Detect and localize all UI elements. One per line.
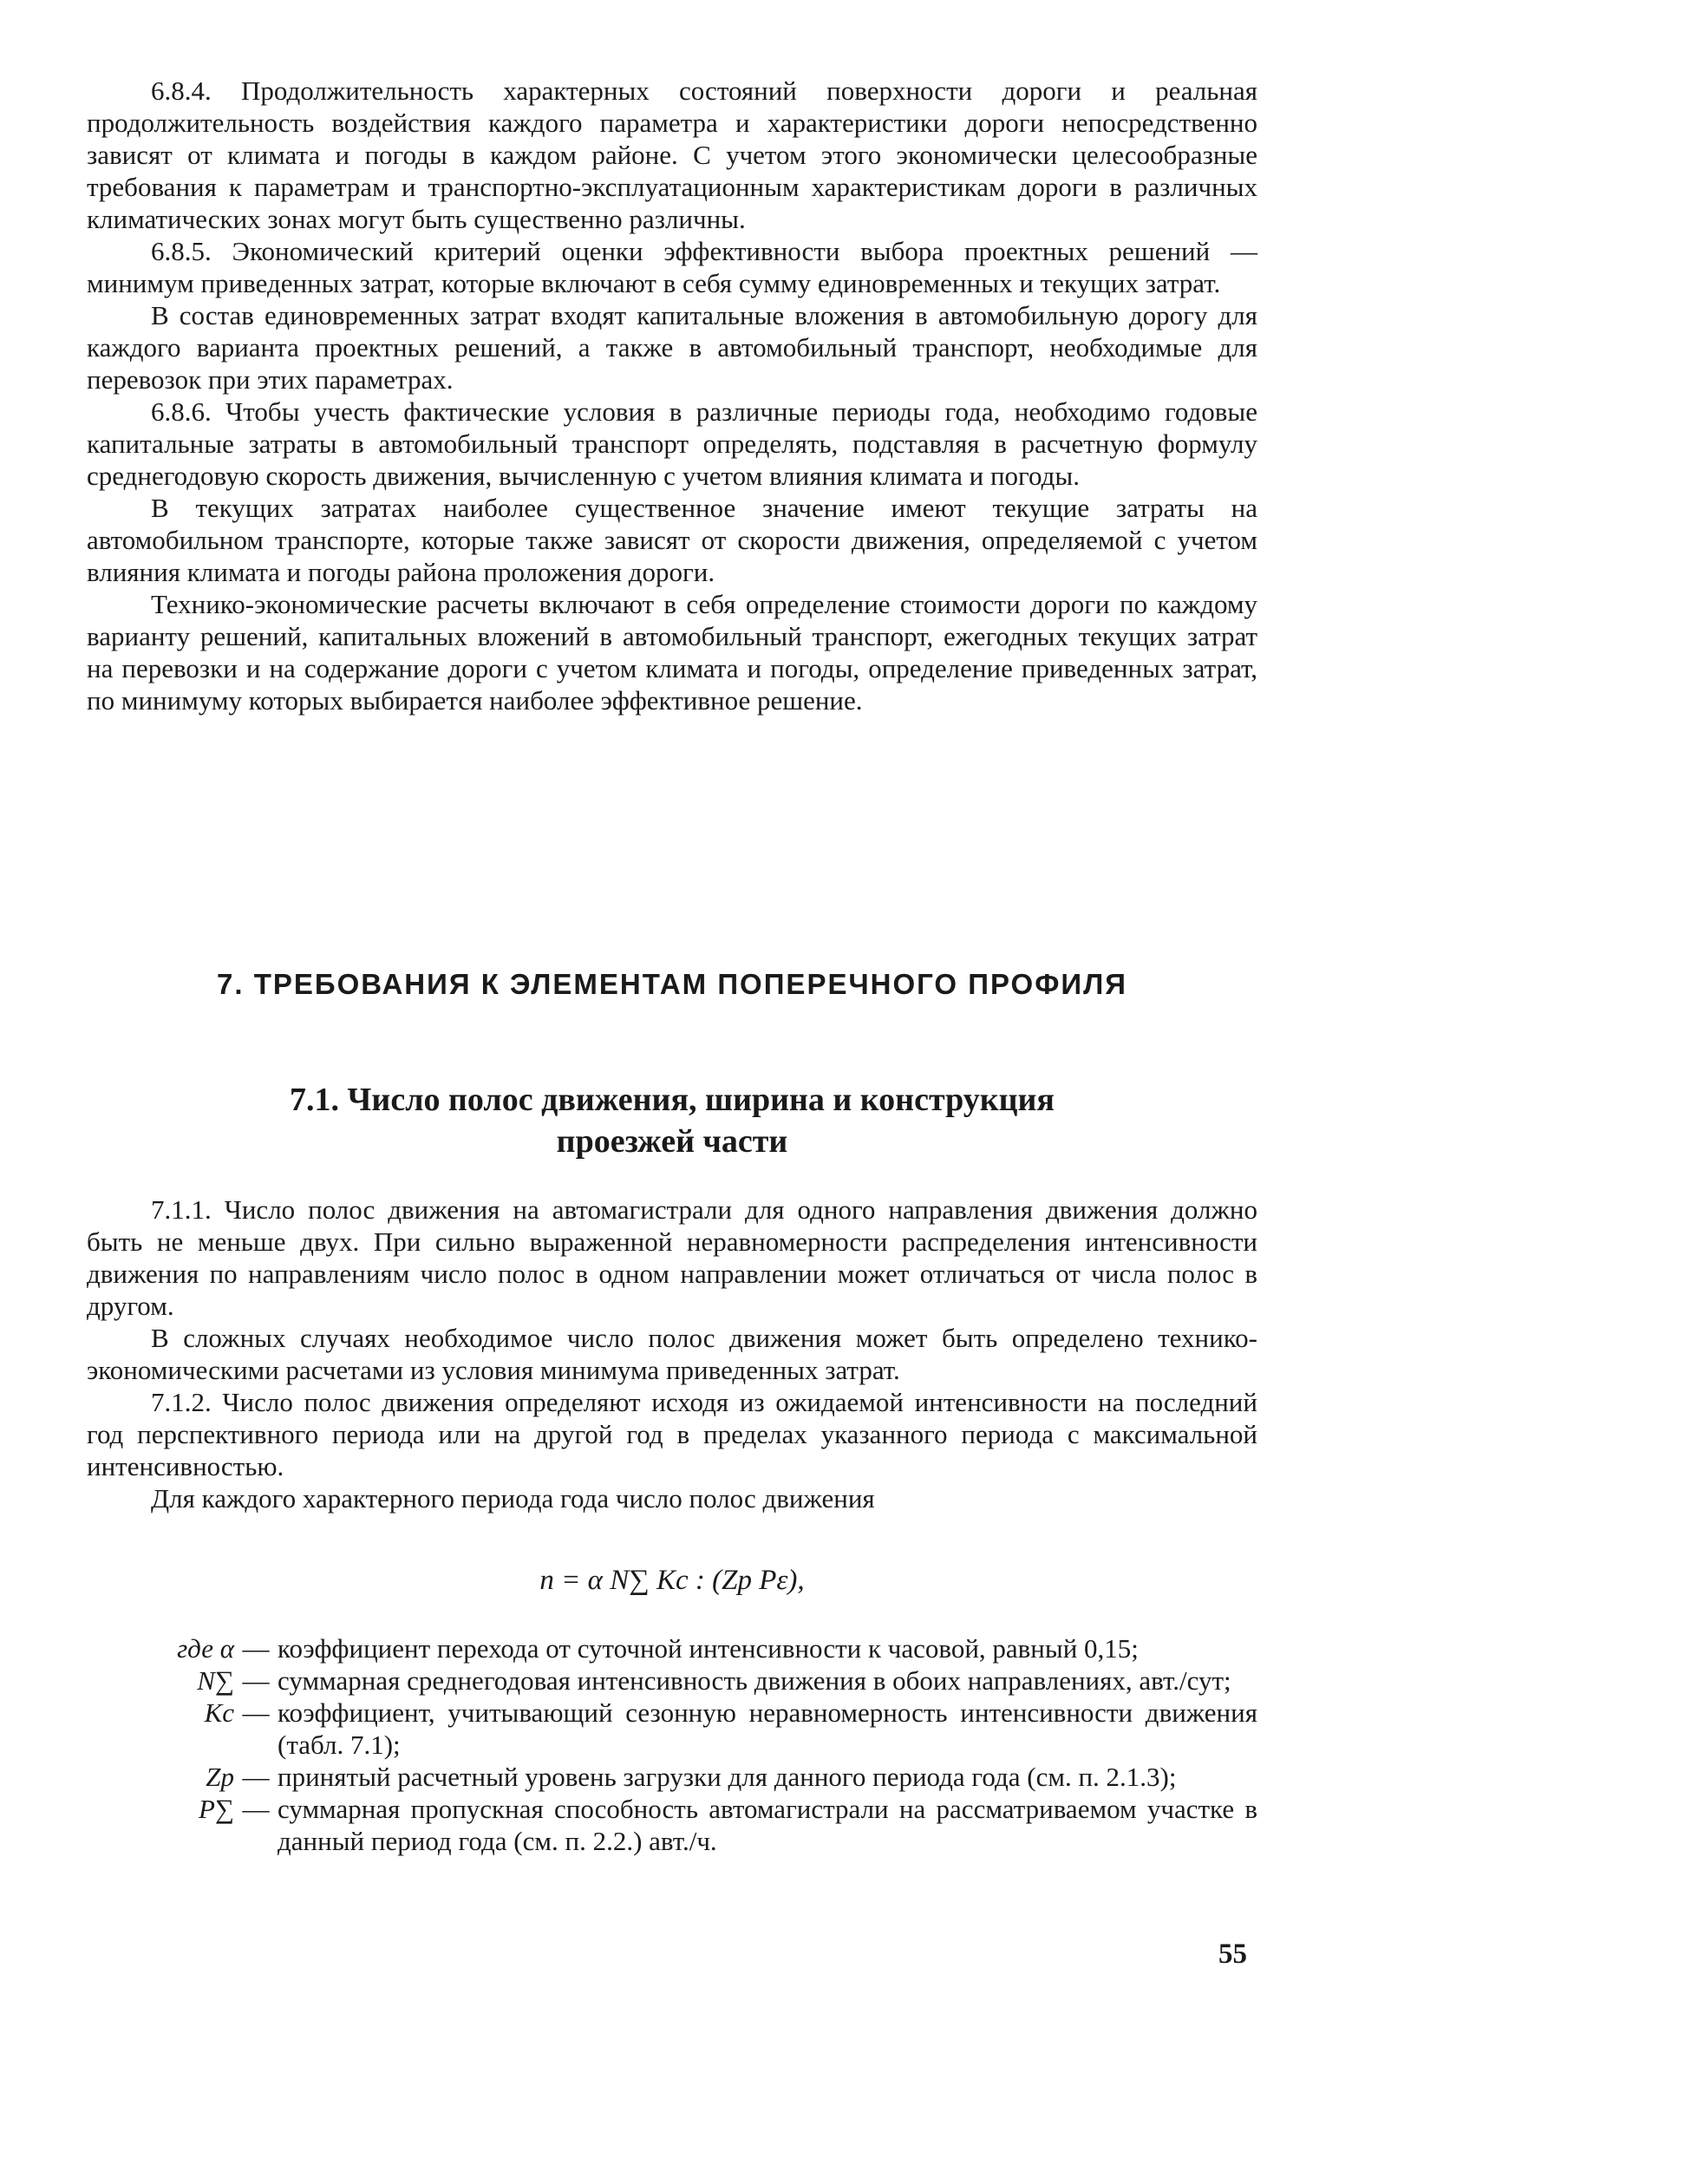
text-block-lower [87, 1193, 1257, 1514]
paragraph-each-period: Для каждого характерного периода года число полос движения [151, 1483, 875, 1514]
definition-text: коэффициент перехода от суточной интенсивности к часовой, равный 0,15; [278, 1633, 1139, 1664]
definition-text: принятый расчетный уровень загрузки для данного периода года (см. п. 2.1.3); [278, 1762, 1177, 1792]
definition-dash: — [242, 1762, 270, 1792]
paragraph-6-8-5: 6.8.5. Экономический критерий оценки эффективности выбора проектных решений — минимум приведенных затрат, которые включают в себя сумму единовременных и текущих затрат. [87, 236, 1257, 298]
paragraph-complex-cases: В сложных случаях необходимое число полос движения может быть определено технико-экономическими расчетами из условия минимума приведенных затрат. [87, 1323, 1257, 1385]
subsection-title-line1: 7.1. Число полос движения, ширина и конструкция [290, 1082, 1055, 1118]
definition-text: коэффициент, учитывающий сезонную неравномерность интенсивности движения (табл. 7.1); [278, 1697, 1257, 1760]
definition-item [87, 1632, 1257, 1664]
definition-dash: — [242, 1665, 270, 1696]
definition-symbol: где α [177, 1633, 234, 1664]
page-number: 55 [1218, 1939, 1247, 1970]
formula: n = α N∑ Kс : (Zр Pε), [539, 1565, 805, 1596]
definition-item [87, 1761, 1257, 1793]
paragraph-one-time-costs: В состав единовременных затрат входят капитальные вложения в автомобильную дорогу для каждого варианта проектных решений, а также в автомобильный транспорт, необходимые для перевозок при этих параметрах. [87, 300, 1257, 395]
definition-text: суммарная пропускная способность автомагистрали на рассматриваемом участке в данный период года (см. п. 2.2.) авт./ч. [278, 1794, 1257, 1856]
definition-symbol: N∑ [197, 1665, 234, 1696]
paragraph-tech-econ: Технико-экономические расчеты включают в себя определение стоимости дороги по каждому варианту решений, капитальных вложений в автомобильный транспорт, ежегодных текущих затрат на перевозки и на содержание дороги с учетом климата и погоды, определение приведенных затрат, по минимуму которых выбирается наиболее эффективное решение. [87, 589, 1257, 716]
paragraph-current-costs: В текущих затратах наиболее существенное значение имеют текущие затраты на автомобильном транспорте, которые также зависят от скорости движения, определяемой с учетом влияния климата и погоды района проложения дороги. [87, 493, 1257, 587]
definition-item [87, 1664, 1257, 1697]
definition-symbol: P∑ [198, 1794, 234, 1824]
definition-dash: — [242, 1697, 270, 1728]
definition-dash: — [242, 1633, 270, 1664]
definition-symbol: Kс [204, 1697, 234, 1728]
paragraph-7-1-1: 7.1.1. Число полос движения на автомагистрали для одного направления движения должно быть не меньше двух. При сильно выраженной неравномерности распределения интенсивности движения по направлениям число полос в одном направлении может отличаться от числа полос в другом. [87, 1194, 1257, 1321]
subsection-title-line2: проезжей части [556, 1123, 788, 1160]
section-title: 7. ТРЕБОВАНИЯ К ЭЛЕМЕНТАМ ПОПЕРЕЧНОГО ПРОФИЛЯ [217, 968, 1127, 1000]
definition-dash: — [242, 1794, 270, 1824]
definition-symbol: Zр [206, 1762, 234, 1792]
definition-text: суммарная среднегодовая интенсивность движения в обоих направлениях, авт./сут; [278, 1665, 1231, 1696]
text-block-upper [87, 75, 1257, 716]
paragraph-6-8-6: 6.8.6. Чтобы учесть фактические условия в различные периоды года, необходимо годовые капитальные затраты в автомобильный транспорт определять, подставляя в расчетную формулу среднегодовую скорость движения, вычисленную с учетом влияния климата и погоды. [87, 396, 1257, 491]
paragraph-6-8-4: 6.8.4. Продолжительность характерных состояний поверхности дороги и реальная продолжительность воздействия каждого параметра и характеристики дороги непосредственно зависят от климата и погоды в каждом районе. С учетом этого экономически целесообразные требования к параметрам и транспортно-эксплуатационным характеристикам дороги в различных климатических зонах могут быть существенно различны. [87, 75, 1257, 234]
definition-item [87, 1793, 1257, 1857]
definition-item [87, 1697, 1257, 1761]
paragraph-7-1-2: 7.1.2. Число полос движения определяют исходя из ожидаемой интенсивности на последний год перспективного периода или на другой год в пределах указанного периода с максимальной интенсивностью. [87, 1387, 1257, 1481]
definitions-list [87, 1632, 1257, 1857]
